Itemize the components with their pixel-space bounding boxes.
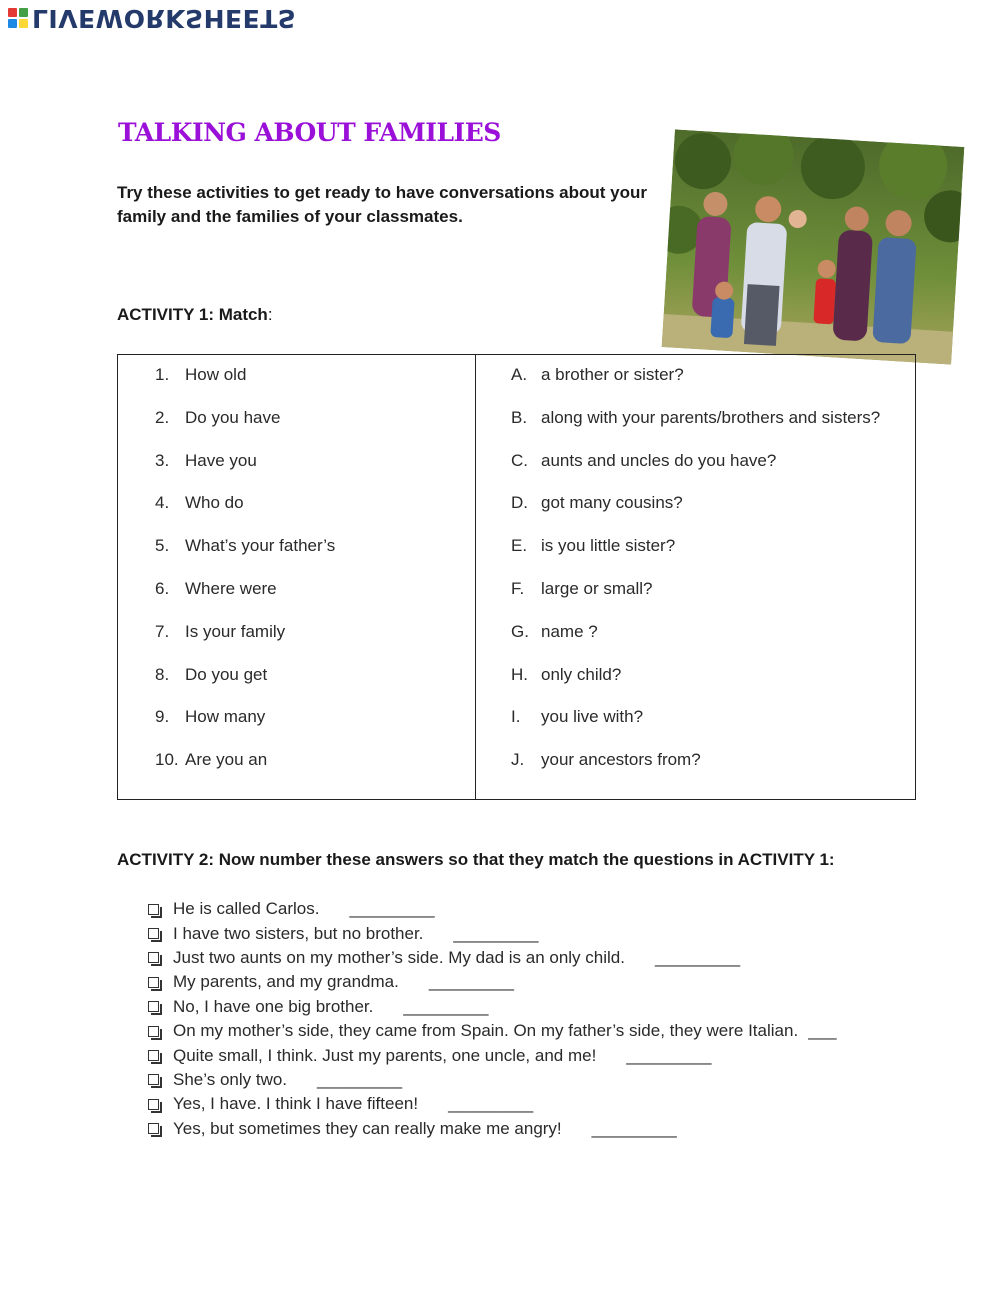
- answer-item: Yes, but sometimes they can really make me angry! _________: [148, 1117, 837, 1141]
- ending-item[interactable]: C. aunts and uncles do you have?: [511, 450, 777, 470]
- question-item[interactable]: 9. How many: [155, 707, 266, 727]
- question-starts-list: [155, 364, 335, 792]
- activity2-heading: ACTIVITY 2: Now number these answers so that they match the questions in ACTIVITY 1:: [117, 850, 835, 869]
- checkbox-icon[interactable]: [148, 1123, 159, 1134]
- question-item[interactable]: 4. Who do: [155, 493, 244, 513]
- question-item[interactable]: 5. What’s your father’s: [155, 536, 336, 556]
- ending-item[interactable]: D. got many cousins?: [511, 493, 683, 513]
- answer-item: No, I have one big brother. _________: [148, 995, 837, 1019]
- ending-item[interactable]: B. along with your parents/brothers and sisters?: [511, 407, 881, 427]
- answer-blank[interactable]: _________: [453, 923, 539, 943]
- logo-text: LIVEWORKSHEETS: [32, 4, 297, 33]
- liveworksheets-logo[interactable]: [8, 4, 296, 32]
- answer-blank[interactable]: _________: [591, 1118, 677, 1138]
- question-item[interactable]: 8. Do you get: [155, 664, 268, 684]
- answer-blank[interactable]: _________: [654, 947, 741, 967]
- answer-blank[interactable]: _________: [349, 899, 435, 919]
- question-item[interactable]: 3. Have you: [155, 450, 257, 470]
- ending-item[interactable]: H. only child?: [511, 664, 622, 684]
- family-photo-icon: [662, 129, 965, 364]
- answer-blank[interactable]: _________: [626, 1045, 712, 1065]
- checkbox-icon[interactable]: [148, 1001, 159, 1012]
- checkbox-icon[interactable]: [148, 1074, 159, 1085]
- checkbox-icon[interactable]: [148, 1050, 159, 1061]
- ending-item[interactable]: E. is you little sister?: [511, 536, 676, 556]
- answer-item: Quite small, I think. Just my parents, one uncle, and me! _________: [148, 1043, 837, 1067]
- answer-item: My parents, and my grandma. _________: [148, 970, 837, 994]
- ending-item[interactable]: F. large or small?: [511, 578, 653, 598]
- ending-item[interactable]: J. your ancestors from?: [511, 750, 701, 770]
- answer-item: He is called Carlos. _________: [148, 897, 837, 921]
- question-item[interactable]: 1. How old: [155, 365, 247, 384]
- answer-blank[interactable]: _________: [403, 996, 489, 1016]
- checkbox-icon[interactable]: [148, 1026, 159, 1037]
- checkbox-icon[interactable]: [148, 904, 159, 915]
- question-item[interactable]: 10. Are you an: [155, 750, 268, 770]
- question-item[interactable]: 6. Where were: [155, 578, 277, 598]
- answer-blank[interactable]: _________: [428, 972, 514, 992]
- checkbox-icon[interactable]: [148, 928, 159, 939]
- answer-blank[interactable]: _________: [448, 1094, 534, 1114]
- answer-item: On my mother’s side, they came from Spain. On my father’s side, they were Italian. ___: [148, 1019, 837, 1043]
- checkbox-icon[interactable]: [148, 977, 159, 988]
- page-title: TALKING ABOUT FAMILIES: [118, 118, 501, 147]
- question-ends-list: [511, 364, 880, 792]
- answer-item: I have two sisters, but no brother. _________: [148, 921, 837, 945]
- intro-text: Try these activities to get ready to have conversations about your family and the families of your classmates.: [117, 183, 647, 226]
- answers-list: [148, 897, 837, 1141]
- answer-blank[interactable]: _________: [317, 1069, 403, 1089]
- answer-item: Just two aunts on my mother’s side. My dad is an only child. _________: [148, 946, 837, 970]
- ending-item[interactable]: A. a brother or sister?: [511, 365, 684, 384]
- answer-item: She’s only two. _________: [148, 1068, 837, 1092]
- ending-item[interactable]: I. you live with?: [511, 707, 644, 727]
- match-table: [117, 354, 916, 800]
- checkbox-icon[interactable]: [148, 1099, 159, 1110]
- logo-blocks-icon: [8, 8, 28, 28]
- question-item[interactable]: 7. Is your family: [155, 621, 286, 641]
- answer-item: Yes, I have. I think I have fifteen! _________: [148, 1092, 837, 1116]
- activity1-heading: ACTIVITY 1: Match:: [117, 305, 273, 324]
- answer-blank[interactable]: ___: [808, 1021, 837, 1041]
- table-divider: [475, 355, 476, 799]
- checkbox-icon[interactable]: [148, 952, 159, 963]
- question-item[interactable]: 2. Do you have: [155, 407, 281, 427]
- ending-item[interactable]: G. name ?: [511, 621, 598, 641]
